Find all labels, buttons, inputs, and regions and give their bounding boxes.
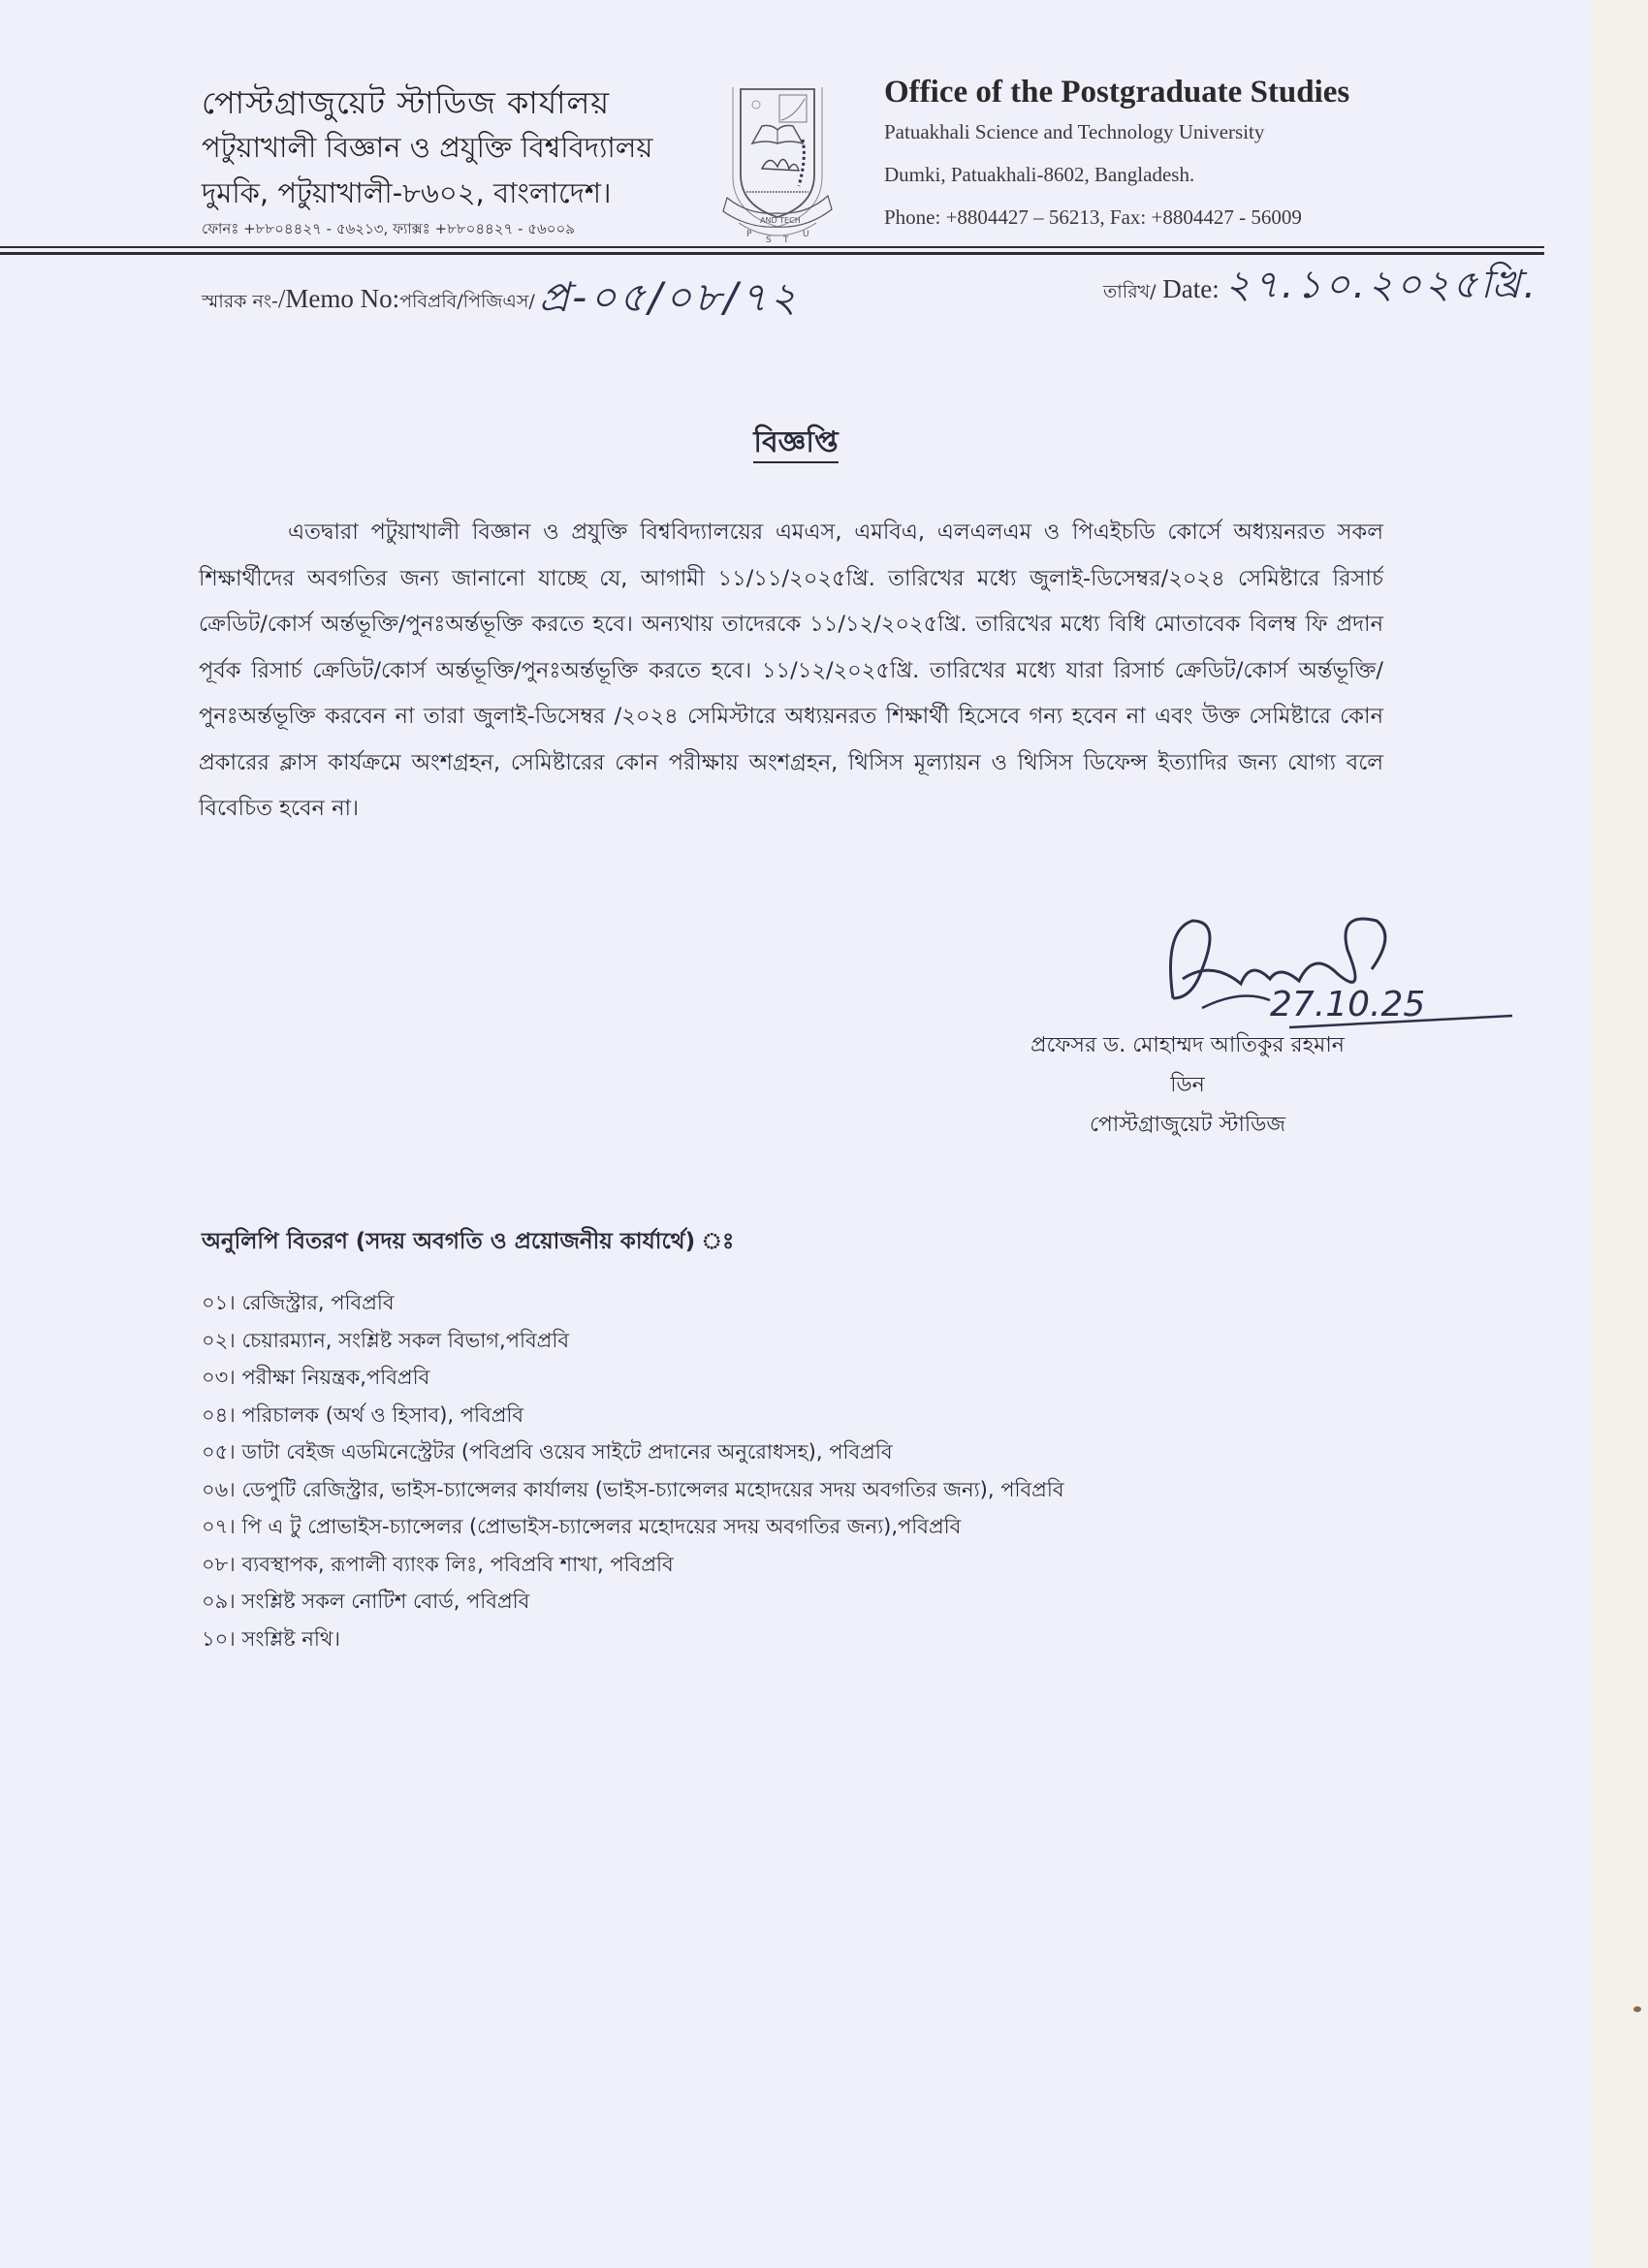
distribution-list	[202, 1284, 1064, 1657]
signatory-designation: ডিন	[1170, 1073, 1205, 1097]
svg-text:U: U	[803, 230, 809, 239]
address-bn: দুমকি, পটুয়াখালী-৮৬০২, বাংলাদেশ।	[202, 176, 612, 209]
header-bangla	[202, 81, 652, 242]
distribution-item: ০৮। ব্যবস্থাপক, রূপালী ব্যাংক লিঃ, পবিপ্রবি শাখা, পবিপ্রবি	[202, 1552, 674, 1576]
university-name-en: Patuakhali Science and Technology University	[884, 120, 1265, 143]
signature	[1144, 892, 1532, 1037]
distribution-item: ০২। চেয়ারম্যান, সংশ্লিষ্ট সকল বিভাগ,পবিপ্রবি	[202, 1328, 570, 1352]
memo-number	[202, 262, 799, 331]
notice-title	[0, 419, 1592, 468]
distribution-item: ০৯। সংশ্লিষ্ট সকল নোটিশ বোর্ড, পবিপ্রবি	[202, 1590, 530, 1613]
distribution-item: ০৭। পি এ টু প্রোভাইস-চ্যান্সেলর (প্রোভাইস-চ্যান্সেলর মহোদয়ের সদয় অবগতির জন্য),পবিপ্রবি	[202, 1515, 962, 1538]
svg-text:27.10.25: 27.10.25	[1270, 985, 1426, 1024]
date-label-en: Date:	[1156, 274, 1220, 303]
svg-text:S: S	[766, 236, 772, 244]
distribution-item: ১০। সংশ্লিষ্ট নথি।	[202, 1626, 341, 1651]
memo-prefix: পবিপ্রবি/পিজিএস/	[399, 291, 535, 312]
notice-title-text: বিজ্ঞপ্তি	[753, 425, 838, 463]
date-label-bn: তারিখ/	[1103, 281, 1157, 302]
contact-en: Phone: +8804427 – 56213, Fax: +8804427 - 56009	[884, 205, 1302, 229]
distribution-item: ০১। রেজিস্ট্রার, পবিপ্রবি	[202, 1291, 395, 1314]
signatory-office: পোস্টগ্রাজুয়েট স্টাডিজ	[1089, 1113, 1286, 1137]
issue-date	[1103, 254, 1538, 319]
header-divider-thin	[0, 246, 1544, 248]
memo-handwritten-number: প্র-০৫/০৮/৭২	[538, 273, 800, 321]
distribution-item: ০৫। ডাটা বেইজ এডমিনেস্ট্রেটর (পবিপ্রবি ওয়েব সাইটে প্রদানের অনুরোধসহ), পবিপ্রবি	[202, 1440, 893, 1464]
contact-bn: ফোনঃ +৮৮০৪৪২৭ - ৫৬২১৩, ফ্যাক্সঃ +৮৮০৪৪২৭ - ৫৬০০৯	[202, 220, 575, 237]
distribution-item: ০৩। পরীক্ষা নিয়ন্ত্রক,পবিপ্রবি	[202, 1366, 430, 1389]
office-name-bn: পোস্টগ্রাজুয়েট স্টাডিজ কার্যালয়	[202, 84, 611, 121]
svg-text:AND TECH: AND TECH	[760, 216, 801, 225]
date-handwritten: ২৭.১০.২০২৫খ্রি.	[1224, 263, 1539, 307]
svg-text:P: P	[746, 230, 752, 239]
header-english	[884, 70, 1349, 236]
memo-label-en: /Memo No:	[277, 284, 400, 313]
memo-label-bn: স্মারক নং-	[202, 291, 278, 312]
office-name-en: Office of the Postgraduate Studies	[884, 75, 1350, 110]
svg-text:T: T	[783, 236, 789, 244]
distribution-item: ০৬। ডেপুটি রেজিস্ট্রার, ভাইস-চ্যান্সেলর কার্যালয় (ভাইস-চ্যান্সেলর মহোদয়ের সদয় অবগতির জন্য), পবিপ্রবি	[202, 1477, 1064, 1501]
signatory-name: প্রফেসর ড. মোহাম্মদ আতিকুর রহমান	[1030, 1033, 1345, 1057]
university-name-bn: পটুয়াখালী বিজ্ঞান ও প্রযুক্তি বিশ্ববিদ্যালয়	[202, 131, 653, 164]
notice-body: এতদ্বারা পটুয়াখালী বিজ্ঞান ও প্রযুক্তি বিশ্ববিদ্যালয়ের এমএস, এমবিএ, এলএলএম ও পিএইচডি কোর্সে অধ্যয়নরত সকল শিক্ষার্থীদের অবগতির জন্য জানানো যাচ্ছে যে, আগামী ১১/১১/২০২৫খ্রি. তারিখের মধ্যে জুলাই-ডিসেম্বর/২০২৪ সেমিষ্টারে রিসার্চ ক্রেডিট/কোর্স অর্ন্তভূক্তি/পুনঃঅর্ন্তভূক্তি করতে হবে। অন্যথায় তাদেরকে ১১/১২/২০২৫খ্রি. তারিখের মধ্যে বিধি মোতাবেক বিলম্ব ফি প্রদান পূর্বক রিসার্চ ক্রেডিট/কোর্স অর্ন্তভূক্তি/পুনঃঅর্ন্তভূক্তি করতে হবে। ১১/১২/২০২৫খ্রি. তারিখের মধ্যে যারা রিসার্চ ক্রেডিট/কোর্স অর্ন্তভূক্তি/পুনঃঅর্ন্তভূক্তি করবেন না তারা জুলাই-ডিসেম্বর /২০২৪ সেমিস্টারে অধ্যয়নরত শিক্ষার্থী হিসেবে গন্য হবেন না এবং উক্ত সেমিষ্টারে কোন প্রকারের ক্লাস কার্যক্রমে অংশগ্রহন, সেমিষ্টারের কোন পরীক্ষায় অংশগ্রহন, থিসিস মূল্যায়ন ও থিসিস ডিফেন্স ইত্যাদির জন্য যোগ্য বলে বিবেচিত হবেন না।	[199, 520, 1383, 821]
scanner-bed-speck	[1633, 2006, 1641, 2012]
university-crest-icon	[719, 81, 836, 244]
distribution-item: ০৪। পরিচালক (অর্থ ও হিসাব), পবিপ্রবি	[202, 1402, 524, 1427]
distribution-heading: অনুলিপি বিতরণ (সদয় অবগতি ও প্রয়োজনীয় কার্যার্থে) ঃ	[202, 1229, 735, 1254]
signatory-block	[979, 1025, 1396, 1145]
address-en: Dumki, Patuakhali-8602, Bangladesh.	[884, 163, 1195, 186]
